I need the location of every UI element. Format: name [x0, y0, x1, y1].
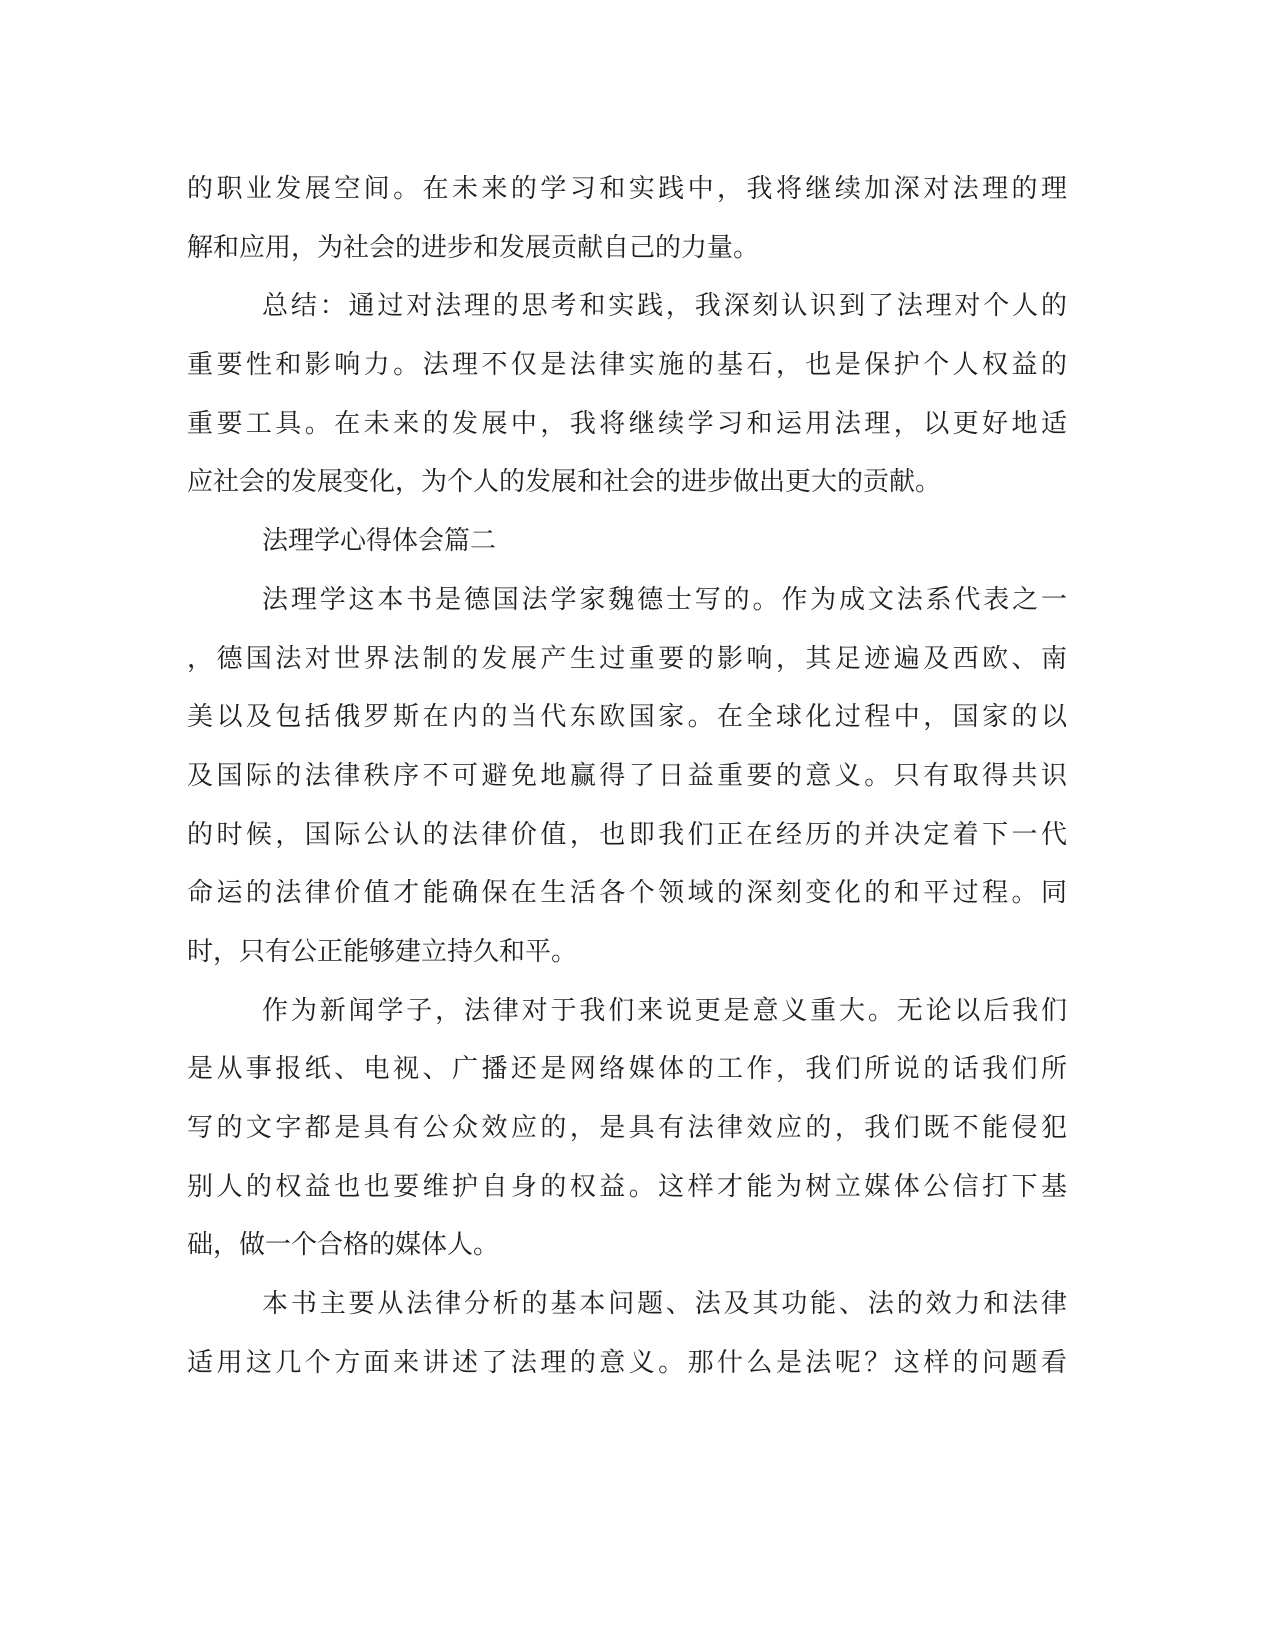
- text-line: 重要工具。在未来的发展中，我将继续学习和运用法理，以更好地适: [187, 408, 1067, 439]
- document-body: [187, 160, 1067, 1392]
- text-line: 总结：通过对法理的思考和实践，我深刻认识到了法理对个人的: [262, 291, 1067, 322]
- text-line: 是从事报纸、电视、广播还是网络媒体的工作，我们所说的话我们所: [187, 1054, 1067, 1085]
- text-line: 美以及包括俄罗斯在内的当代东欧国家。在全球化过程中，国家的以: [187, 702, 1067, 733]
- text-line: 命运的法律价值才能确保在生活各个领域的深刻变化的和平过程。同: [187, 878, 1067, 909]
- text-line: 重要性和影响力。法理不仅是法律实施的基石，也是保护个人权益的: [187, 350, 1067, 381]
- text-line: 及国际的法律秩序不可避免地赢得了日益重要的意义。只有取得共识: [187, 760, 1067, 791]
- text-line: 的时候，国际公认的法律价值，也即我们正在经历的并决定着下一代: [187, 819, 1067, 850]
- paragraph-journalism-student: [187, 982, 1067, 1275]
- text-line: 的职业发展空间。在未来的学习和实践中，我将继续加深对法理的理: [187, 174, 1067, 204]
- paragraph-book-intro: [187, 571, 1067, 982]
- text-line: 适用这几个方面来讲述了法理的意义。那什么是法呢？这样的问题看: [187, 1347, 1067, 1378]
- paragraph-career-continuation: [187, 160, 1067, 277]
- section-title: 法理学心得体会篇二: [262, 526, 497, 557]
- text-line: 写的文字都是具有公众效应的，是具有法律效应的，我们既不能侵犯: [187, 1113, 1067, 1143]
- text-line: 本书主要从法律分析的基本问题、法及其功能、法的效力和法律: [262, 1289, 1067, 1320]
- text-line: ，德国法对世界法制的发展产生过重要的影响，其足迹遍及西欧、南: [187, 643, 1067, 674]
- text-line: 时，只有公正能够建立持久和平。: [187, 936, 578, 967]
- text-line: 法理学这本书是德国法学家魏德士写的。作为成文法系代表之一: [262, 584, 1067, 615]
- text-line: 别人的权益也也要维护自身的权益。这样才能为树立媒体公信打下基: [187, 1171, 1067, 1202]
- text-line: 应社会的发展变化，为个人的发展和社会的进步做出更大的贡献。: [187, 467, 942, 498]
- section-heading: [187, 512, 1067, 571]
- text-line: 作为新闻学子，法律对于我们来说更是意义重大。无论以后我们: [262, 995, 1067, 1026]
- paragraph-book-content: [187, 1275, 1067, 1392]
- paragraph-summary: [187, 277, 1067, 512]
- text-line: 础，做一个合格的媒体人。: [187, 1230, 500, 1261]
- text-line: 解和应用，为社会的进步和发展贡献自己的力量。: [187, 232, 760, 263]
